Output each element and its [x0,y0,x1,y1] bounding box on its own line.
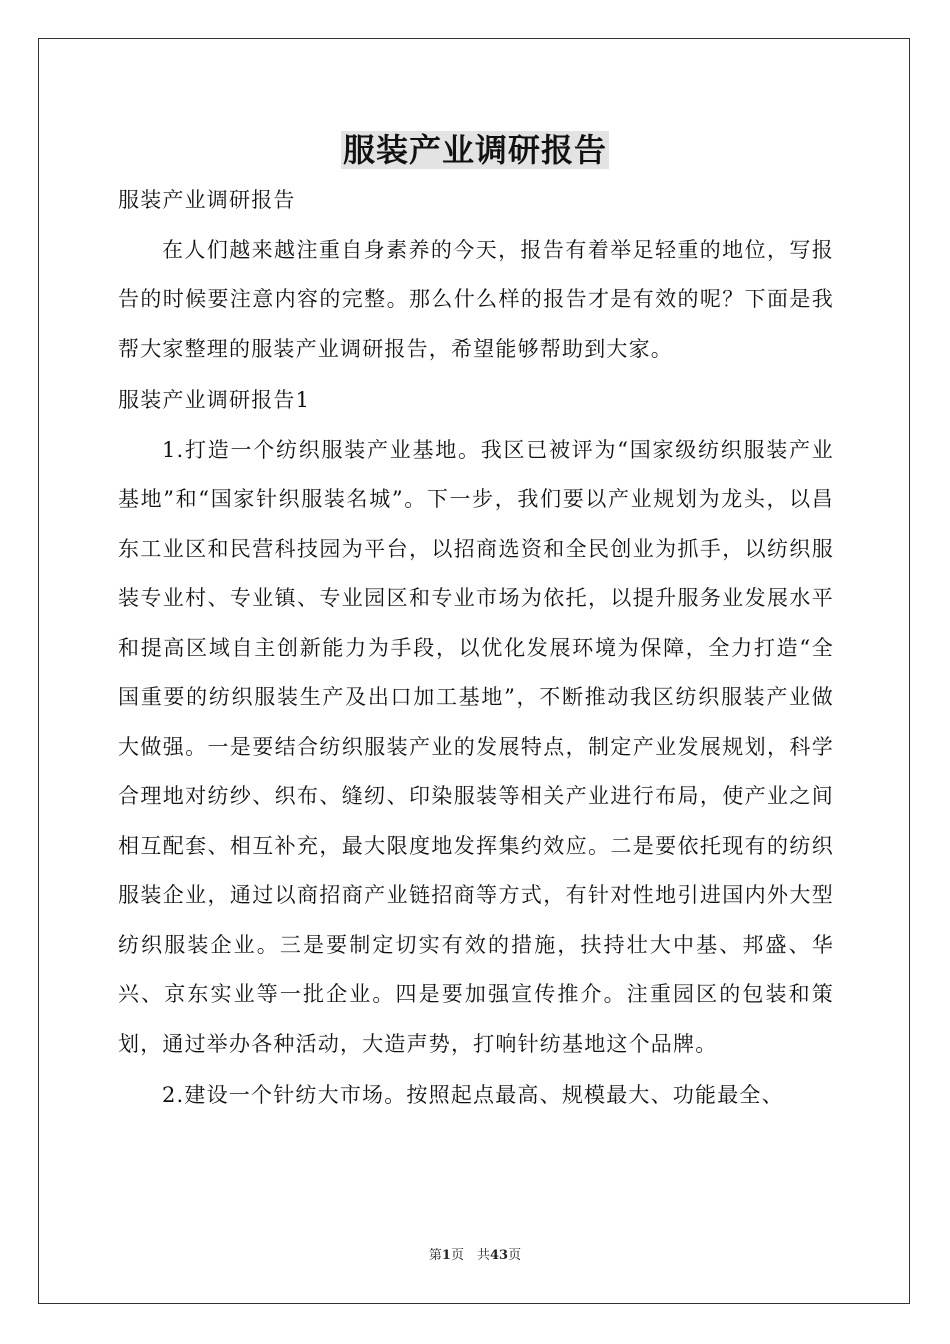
intro-paragraph: 在人们越来越注重自身素养的今天，报告有着举足轻重的地位，写报告的时候要注意内容的完整。那么什么样的报告才是有效的呢？下面是我帮大家整理的服装产业调研报告，希望能够帮助到大家。 [118,237,834,361]
footer-page-number: 1 [441,1248,451,1263]
page-footer [0,1244,950,1263]
footer-mid: 页 共 [450,1248,490,1263]
footer-prefix: 第 [428,1248,442,1263]
footer-suffix: 页 [508,1248,522,1263]
footer-total-pages: 43 [489,1248,509,1263]
document-title-text: 服装产业调研报告 [342,131,607,169]
section-heading: 服装产业调研报告1 [118,388,311,412]
paragraph-2: 2.建设一个针纺大市场。按照起点最高、规模最大、功能最全、 [162,1083,784,1107]
paragraph-1: 1.打造一个纺织服装产业基地。我区已被评为“国家级纺织服装产业基地”和“国家针织服装名城”。下一步，我们要以产业规划为龙头，以昌东工业区和民营科技园为平台，以招商选资和全民创业为抓手，以纺织服装专业村、专业镇、专业园区和专业市场为依托，以提升服务业发展水平和提高区域自主创新能力为手段，以优化发展环境为保障，全力打造“全国重要的纺织服装生产及出口加工基地”，不断推动我区纺织服装产业做大做强。一是要结合纺织服装产业的发展特点，制定产业发展规划，科学合理地对纺纱、织布、缝纫、印染服装等相关产业进行布局，使产业之间相互配套、相互补充，最大限度地发挥集约效应。二是要依托现有的纺织服装企业，通过以商招商产业链招商等方式，有针对性地引进国内外大型纺织服装企业。三是要制定切实有效的措施，扶持壮大中基、邦盛、华兴、京东实业等一批企业。四是要加强宣传推介。注重园区的包装和策划，通过举办各种活动，大造声势，打响针纺基地这个品牌。 [118,437,834,1056]
document-body [118,176,834,1121]
document-subtitle: 服装产业调研报告 [118,188,296,212]
document-title [0,128,950,172]
